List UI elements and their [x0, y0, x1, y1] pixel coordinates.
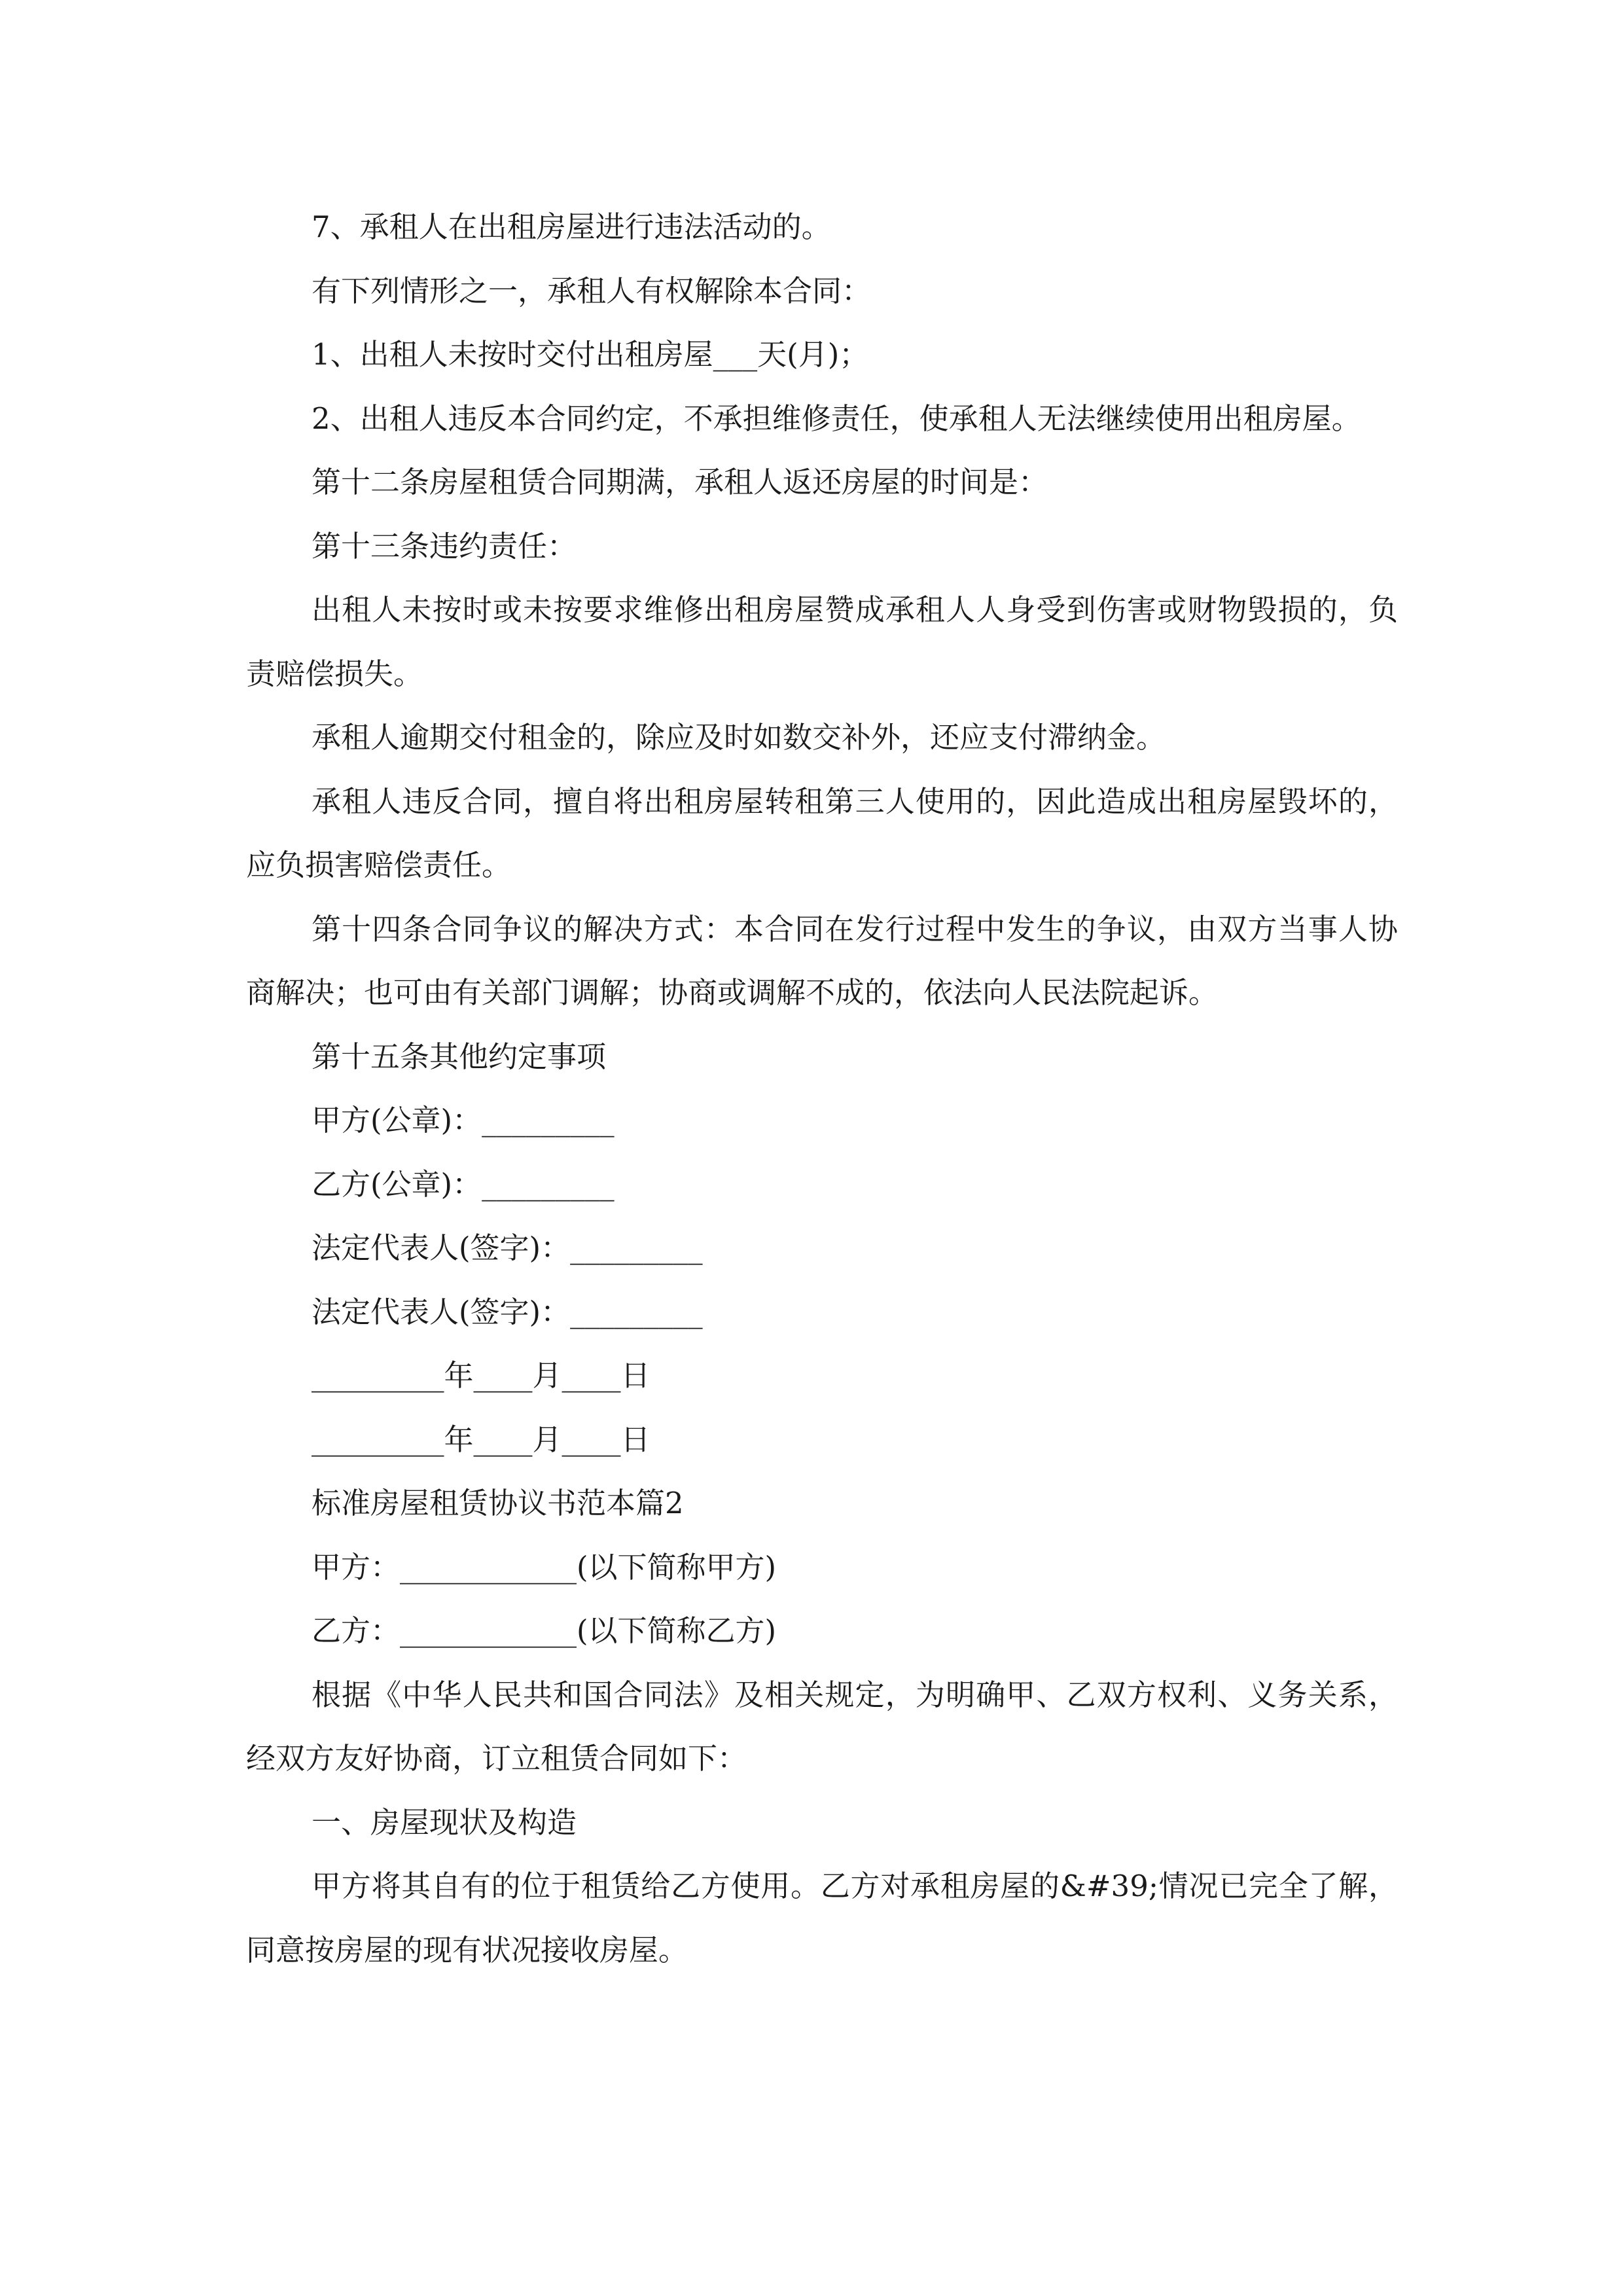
paragraph-liability-lessor: 出租人未按时或未按要求维修出租房屋赞成承租人人身受到伤害或财物毁损的，负责赔偿损失。: [246, 592, 1398, 691]
paragraph-lessee-termination-intro: 有下列情形之一，承租人有权解除本合同：: [312, 273, 872, 308]
paragraph-preamble: 根据《中华人民共和国合同法》及相关规定，为明确甲、乙双方权利、义务关系，经双方友好协商，订立租赁合同如下：: [246, 1677, 1398, 1776]
signature-legal-rep-b: 法定代表人(签字)：_________: [312, 1294, 703, 1329]
paragraph-article-13-heading: 第十三条违约责任：: [312, 528, 577, 564]
party-a-line: 甲方：____________(以下简称甲方): [312, 1549, 777, 1585]
section-title-template-2: 标准房屋租赁协议书范本篇2: [312, 1486, 684, 1520]
paragraph-lessee-termination-1: 1、出租人未按时交付出租房屋___天(月)；: [312, 337, 869, 372]
document-body: [246, 195, 1398, 1982]
paragraph-clause-7: 7、承租人在出租房屋进行违法活动的。: [312, 209, 831, 244]
paragraph-lessee-termination-2: 2、出租人违反本合同约定，不承担维修责任，使承租人无法继续使用出租房屋。: [312, 401, 1361, 436]
signature-date-a: _________年____月____日: [312, 1358, 651, 1393]
paragraph-liability-late-rent: 承租人逾期交付租金的，除应及时如数交补外，还应支付滞纳金。: [312, 720, 1166, 755]
paragraph-liability-sublet: 承租人违反合同，擅自将出租房屋转租第三人使用的，因此造成出租房屋毁坏的，应负损害赔偿责任。: [246, 783, 1398, 882]
paragraph-article-14: 第十四条合同争议的解决方式：本合同在发行过程中发生的争议，由双方当事人协商解决；也可由有关部门调解；协商或调解不成的，依法向人民法院起诉。: [246, 911, 1398, 1010]
signature-party-a-seal: 甲方(公章)：_________: [312, 1103, 615, 1138]
paragraph-section-1-body: 甲方将其自有的位于租赁给乙方使用。乙方对承租房屋的&#39;情况已完全了解，同意按房屋的现有状况接收房屋。: [246, 1869, 1398, 1967]
paragraph-article-15: 第十五条其他约定事项: [312, 1039, 607, 1074]
party-b-line: 乙方：____________(以下简称乙方): [312, 1613, 777, 1648]
signature-legal-rep-a: 法定代表人(签字)：_________: [312, 1230, 703, 1265]
signature-party-b-seal: 乙方(公章)：_________: [312, 1166, 615, 1202]
paragraph-article-12: 第十二条房屋租赁合同期满，承租人返还房屋的时间是：: [312, 465, 1048, 499]
signature-date-b: _________年____月____日: [312, 1422, 651, 1457]
paragraph-section-1-heading: 一、房屋现状及构造: [312, 1804, 577, 1840]
